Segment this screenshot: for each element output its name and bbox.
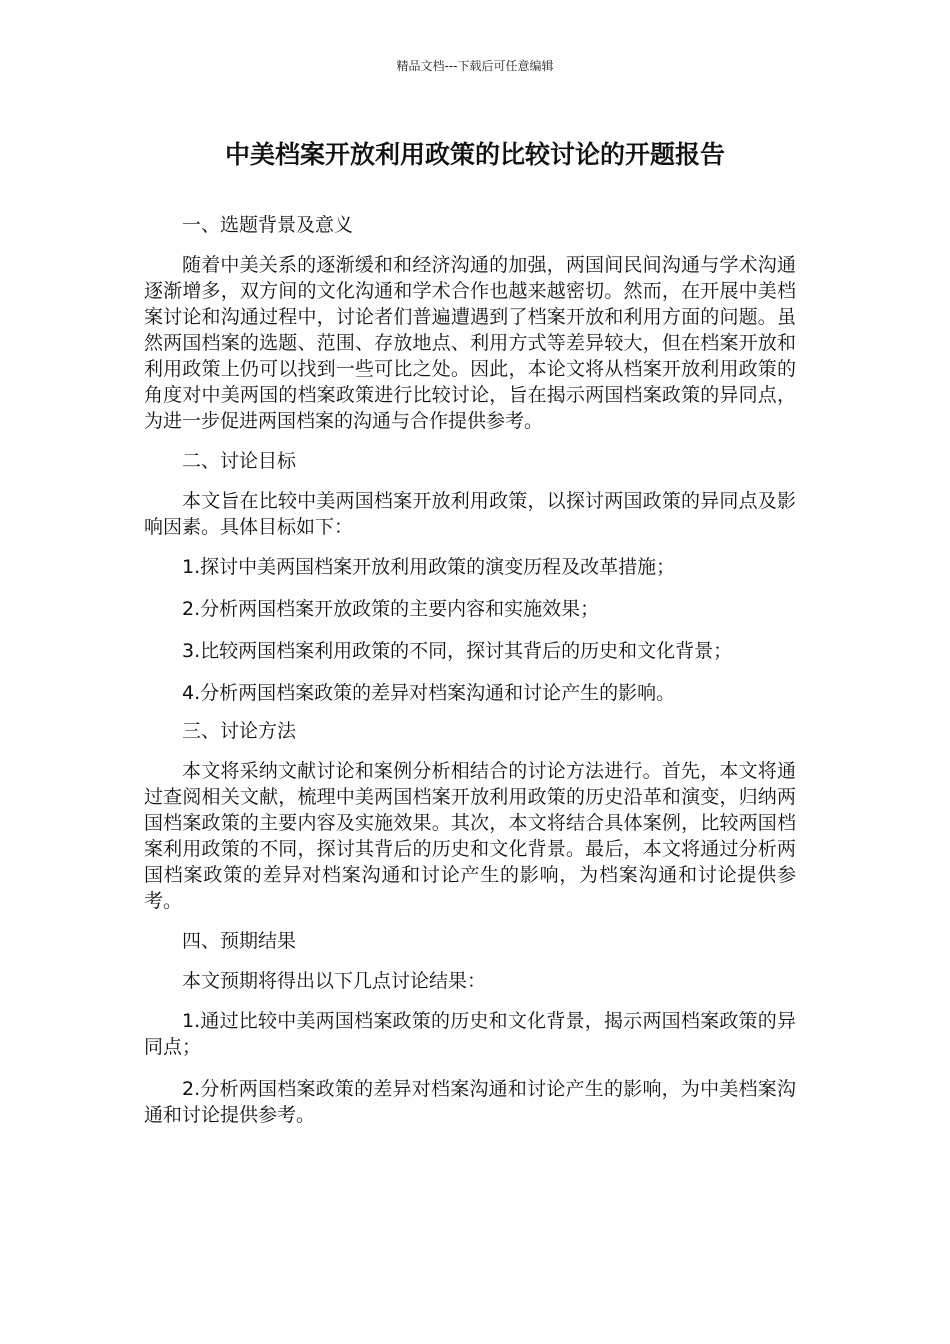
section-heading-results: 四、预期结果: [182, 930, 297, 952]
section-heading-methods: 三、讨论方法: [182, 720, 297, 742]
list-item-objective-3: 3.比较两国档案利用政策的不同，探讨其背后的历史和文化背景；: [182, 640, 733, 662]
paragraph-results-intro: 本文预期将得出以下几点讨论结果：: [182, 970, 487, 992]
paragraph-methods: 本文将采纳文献讨论和案例分析相结合的讨论方法进行。首先，本文将通过查阅相关文献，梳理中美两国档案开放利用政策的历史沿革和演变，归纳两国档案政策的主要内容及实施效果。其次，本文将结合具体案例，比较两国档案利用政策的不同，探讨其背后的历史和文化背景。最后，本文将通过分析两国档案政策的差异对档案沟通和讨论产生的影响，为档案沟通和讨论提供参考。: [144, 760, 796, 912]
document-title: 中美档案开放利用政策的比较讨论的开题报告: [224, 140, 725, 169]
paragraph-objectives-intro: 本文旨在比较中美两国档案开放利用政策，以探讨两国政策的异同点及影响因素。具体目标如下：: [144, 490, 796, 538]
section-heading-objectives: 二、讨论目标: [182, 450, 297, 472]
list-item-result-2: 2.分析两国档案政策的差异对档案沟通和讨论产生的影响，为中美档案沟通和讨论提供参考。: [144, 1078, 796, 1126]
list-item-objective-2: 2.分析两国档案开放政策的主要内容和实施效果；: [182, 598, 600, 620]
paragraph-background: 随着中美关系的逐渐缓和和经济沟通的加强，两国间民间沟通与学术沟通逐渐增多，双方间的文化沟通和学术合作也越来越密切。然而，在开展中美档案讨论和沟通过程中，讨论者们普遍遭遇到了档案开放和利用方面的问题。虽然两国档案的选题、范围、存放地点、利用方式等差异较大，但在档案开放和利用政策上仍可以找到一些可比之处。因此，本论文将从档案开放利用政策的角度对中美两国的档案政策进行比较讨论，旨在揭示两国档案政策的异同点，为进一步促进两国档案的沟通与合作提供参考。: [144, 254, 796, 432]
list-item-objective-4: 4.分析两国档案政策的差异对档案沟通和讨论产生的影响。: [182, 682, 676, 704]
page-header-note: 精品文档---下载后可任意编辑: [396, 59, 554, 73]
document-body: [144, 212, 796, 1144]
section-heading-background: 一、选题背景及意义: [182, 214, 354, 236]
list-item-result-1: 1.通过比较中美两国档案政策的历史和文化背景，揭示两国档案政策的异同点；: [144, 1010, 796, 1058]
list-item-objective-1: 1.探讨中美两国档案开放利用政策的演变历程及改革措施；: [182, 556, 676, 578]
